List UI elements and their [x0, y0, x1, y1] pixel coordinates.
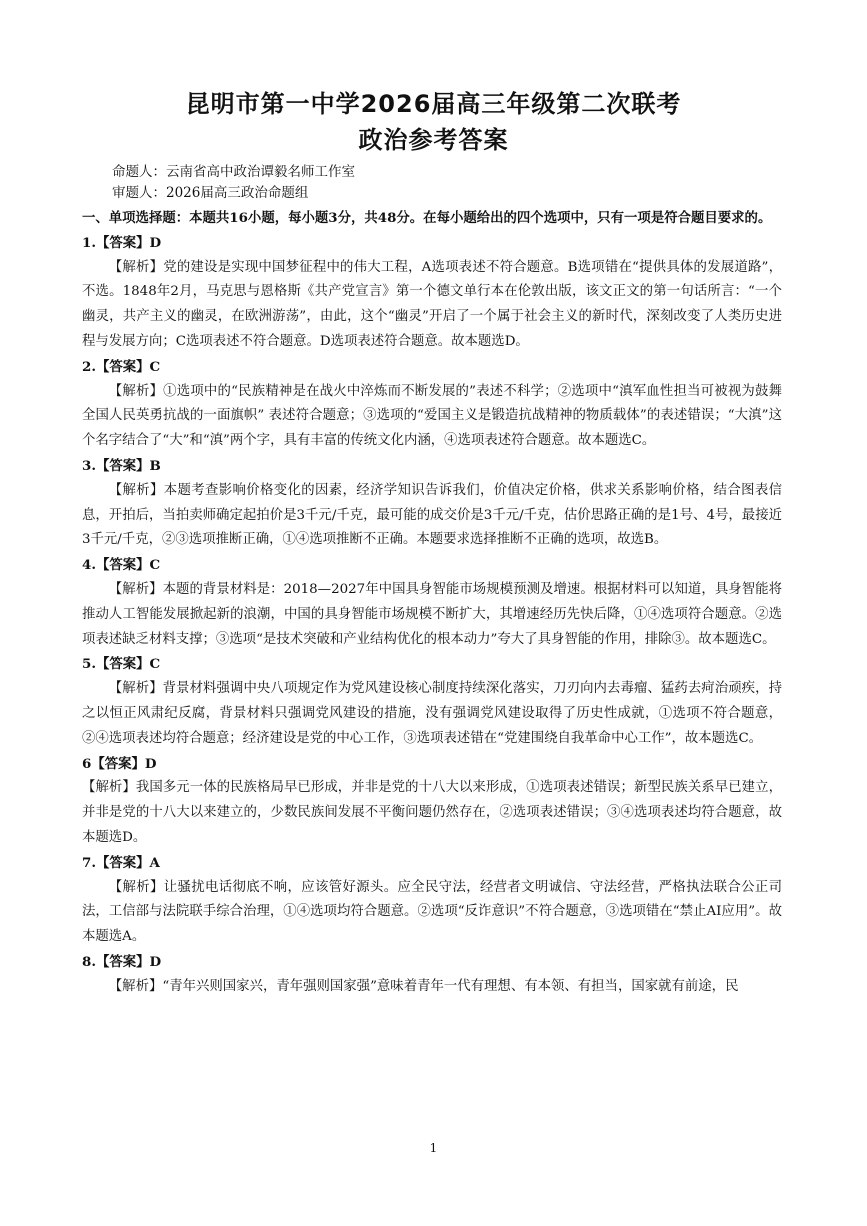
explanation-1: 【解析】党的建设是实现中国梦征程中的伟大工程，A选项表述不符合题意。B选项错在“提供具体的发展道路”，不选。1848年2月，马克思与恩格斯《共产党宣言》第一个德文单行本在伦敦出版，该文正文的第一句话所言：“一个幽灵，共产主义的幽灵，在欧洲游荡”，由此，这个“幽灵”开启了一个属于社会主义的新时代，深刻改变了人类历史进程与发展方向；C选项表述不符合题意。D选项表述符合题意。故本题选D。 — [82, 259, 782, 349]
explanation-2: 【解析】①选项中的“民族精神是在战火中淬炼而不断发展的”表述不科学；②选项中“滇军血性担当可被视为鼓舞全国人民英勇抗战的一面旗帜” 表述符合题意；③选项的“爱国主义是锻造抗战精神的物质载体”的表述错误；“大滇”这个名字结合了“大”和“滇”两个字，具有丰富的传统文化内涵，④选项表述符合题意。故本题选C。 — [82, 383, 782, 449]
document-body — [82, 206, 782, 1000]
answer-line-6: 6【答案】D — [82, 755, 157, 772]
section-heading: 一、单项选择题：本题共16小题，每小题3分，共48分。在每小题给出的四个选项中，只有一项是符合题目要求的。 — [82, 210, 772, 226]
answer-line-7: 7.【答案】A — [82, 854, 160, 871]
answer-line-8: 8.【答案】D — [82, 953, 162, 970]
answer-line-5: 5.【答案】C — [82, 656, 161, 673]
answer-line-2: 2.【答案】C — [82, 358, 161, 375]
explanation-6: 【解析】我国多元一体的民族格局早已形成，并非是党的十八大以来形成，①选项表述错误；新型民族关系早已建立，并非是党的十八大以来建立的，少数民族间发展不平衡问题仍然存在，②选项表述错误；③④选项表述均符合题意，故本题选D。 — [82, 780, 782, 845]
page-title: 昆明市第一中学2026届高三年级第二次联考 — [185, 90, 682, 118]
explanation-5: 【解析】背景材料强调中央八项规定作为党风建设核心制度持续深化落实，刀刃向内去毒瘤、猛药去疴治顽疾，持之以恒正风肃纪反腐，背景材料只强调党风建设的措施，没有强调党风建设取得了历史性成就，①选项不符合题意，②④选项表述均符合题意；经济建设是党的中心工作，③选项表述错在“党建围绕自我革命中心工作”，故本题选C。 — [82, 681, 782, 746]
answer-line-4: 4.【答案】C — [82, 557, 161, 574]
explanation-3: 【解析】本题考查影响价格变化的因素，经济学知识告诉我们，价值决定价格，供求关系影响价格，结合图表信息，开拍后，当拍卖师确定起拍价是3千元/千克，最可能的成交价是3千元/千克，估价思路正确的是1号、4号，最接近3千元/千克，②③选项推断正确，①④选项推断不正确。本题要求选择推断不正确的选项，故选B。 — [82, 482, 782, 548]
author-line: 命题人：云南省高中政治谭毅名师工作室 — [112, 164, 355, 180]
page-number: 1 — [429, 1141, 438, 1155]
reviewer-line: 审题人：2026届高三政治命题组 — [112, 185, 309, 201]
explanation-8: 【解析】“青年兴则国家兴，青年强则国家强”意味着青年一代有理想、有本领、有担当，国家就有前途，民 — [108, 978, 739, 994]
page-subtitle: 政治参考答案 — [358, 126, 509, 154]
answer-line-3: 3.【答案】B — [82, 457, 161, 474]
explanation-7: 【解析】让骚扰电话彻底不响，应该管好源头。应全民守法，经营者文明诚信、守法经营，严格执法联合公正司法，工信部与法院联手综合治理，①④选项均符合题意。②选项“反诈意识”不符合题意，③选项错在“禁止AI应用”。故本题选A。 — [82, 879, 782, 945]
explanation-4: 【解析】本题的背景材料是：2018—2027年中国具身智能市场规模预测及增速。根据材料可以知道，具身智能将推动人工智能发展掀起新的浪潮，中国的具身智能市场规模不断扩大，其增速经历先快后降，①④选项符合题意。②选项表述缺乏材料支撑；③选项“是技术突破和产业结构优化的根本动力”夸大了具身智能的作用，排除③。故本题选C。 — [82, 581, 782, 647]
answer-line-1: 1.【答案】D — [82, 234, 162, 251]
